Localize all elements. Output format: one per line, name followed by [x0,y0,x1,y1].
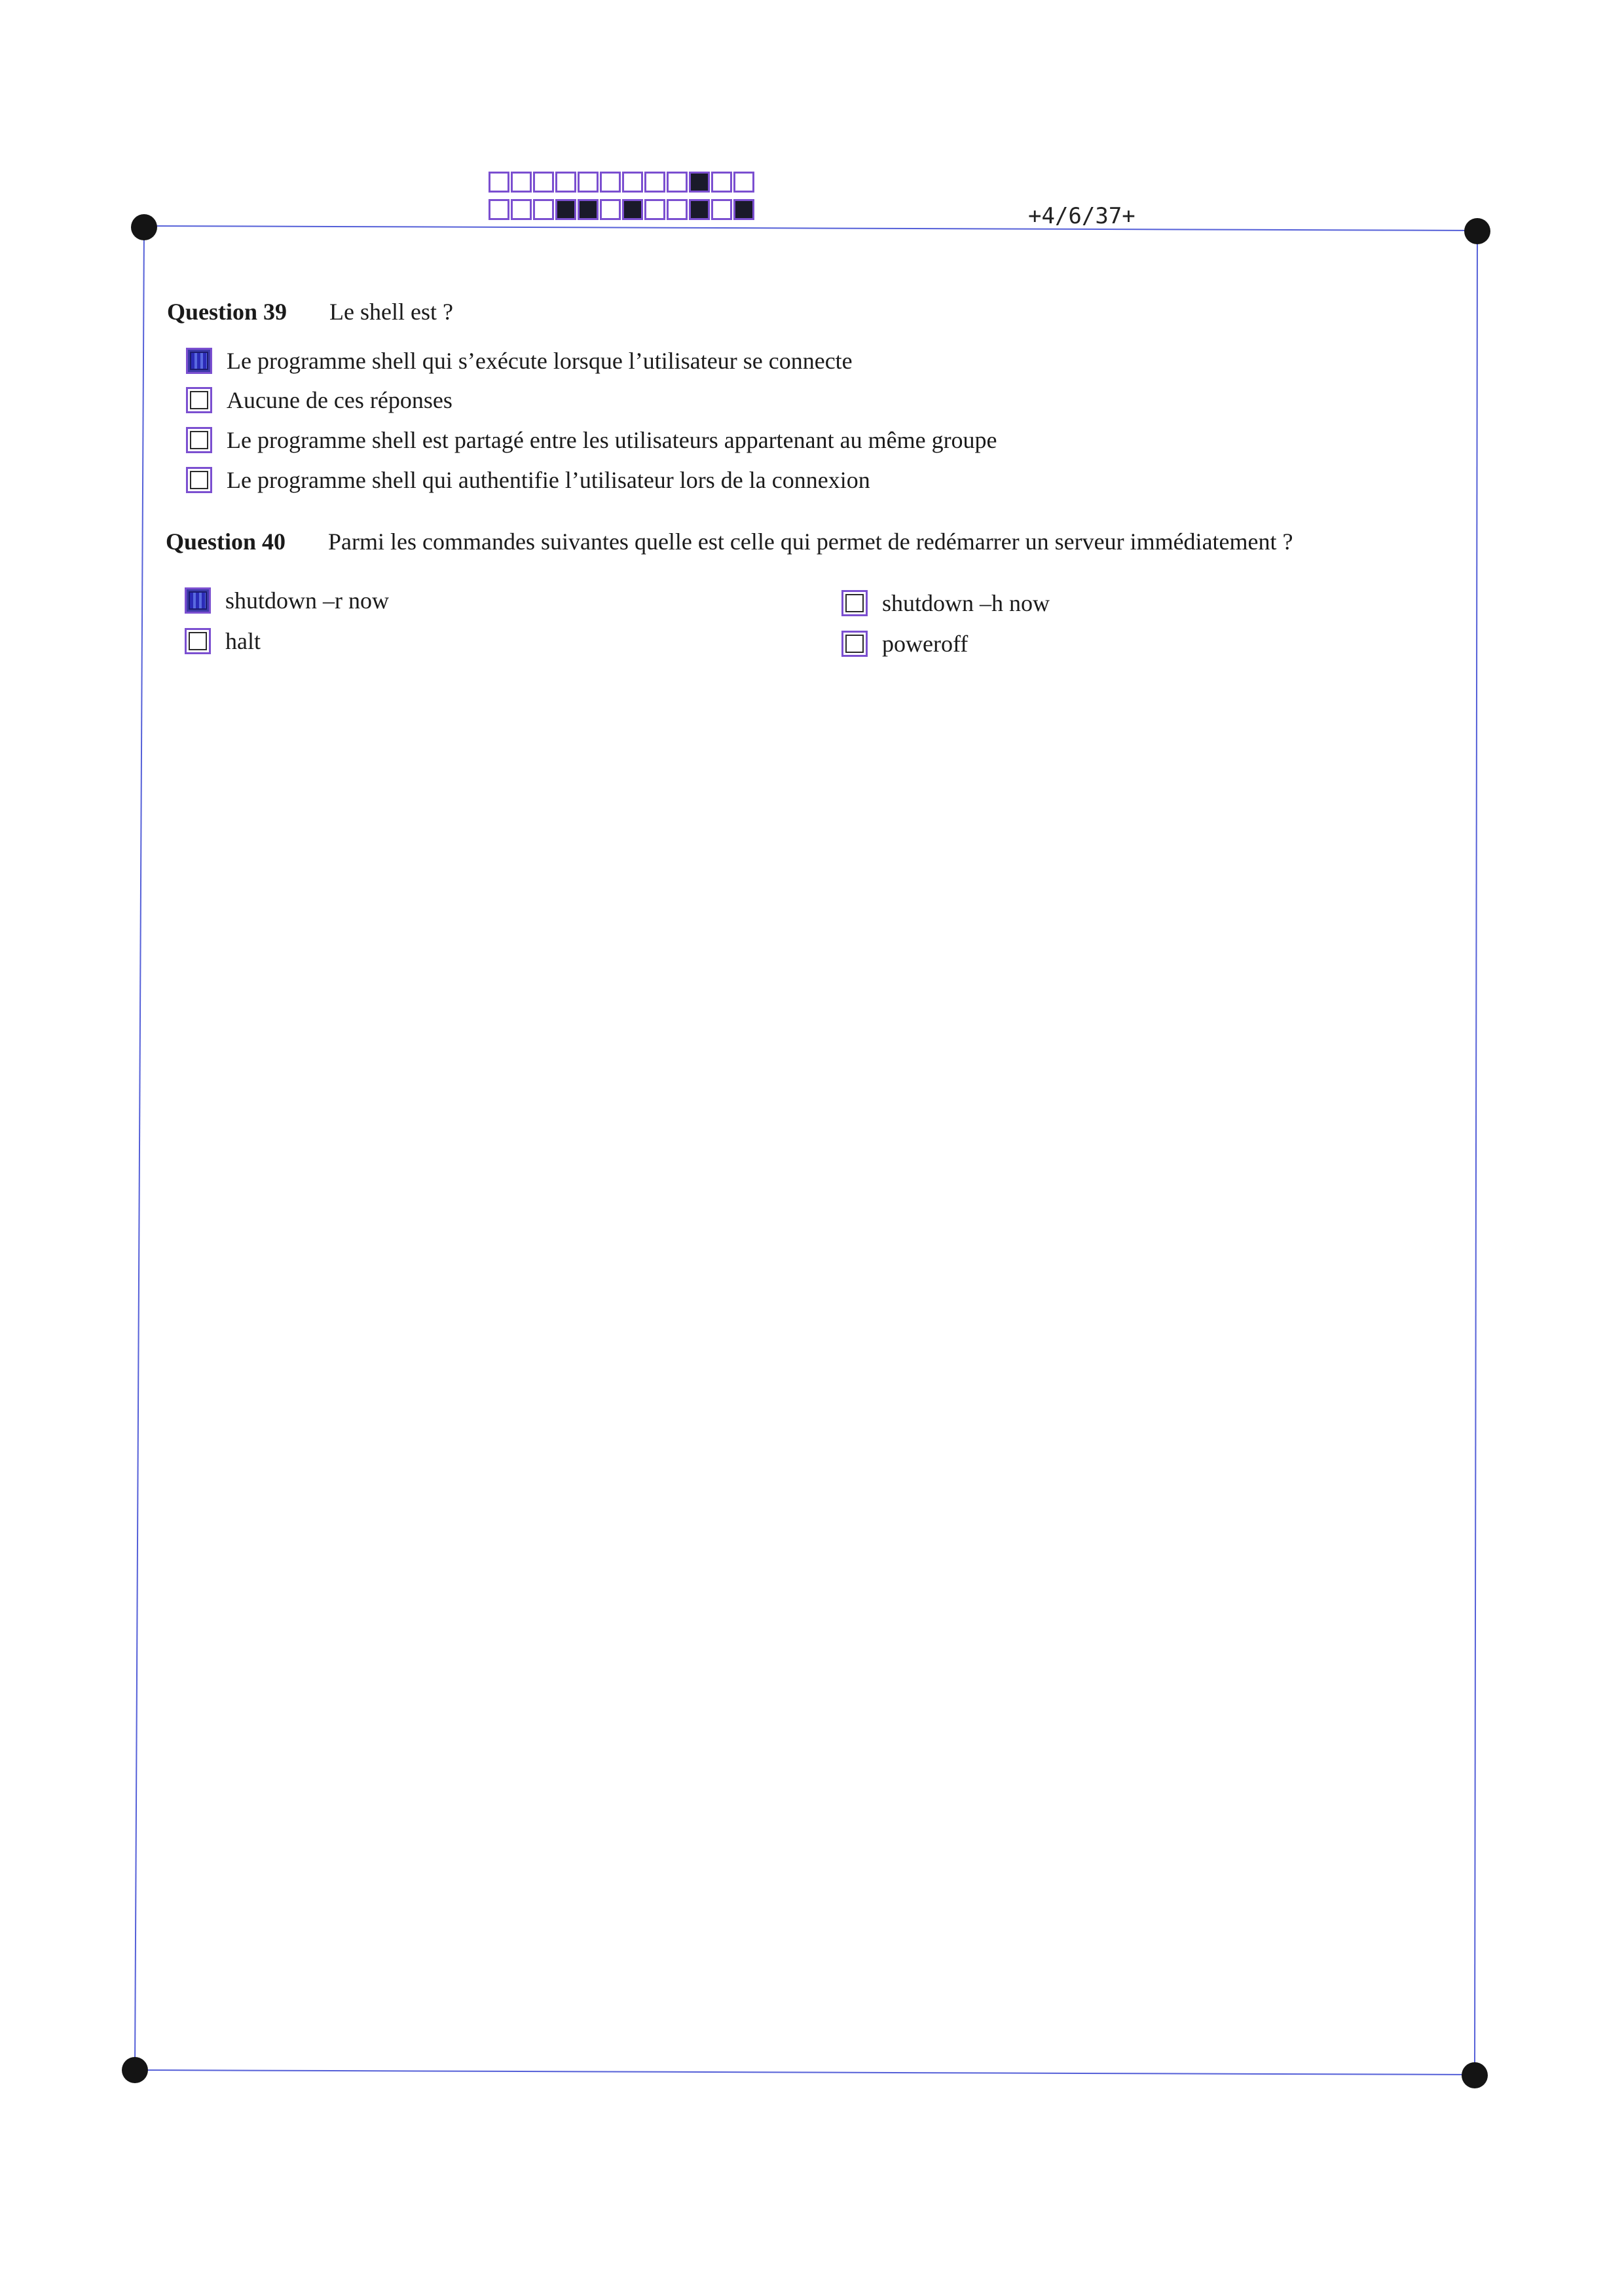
checkbox[interactable] [186,387,212,413]
barcode-cell-filled [733,199,754,220]
barcode-cell-empty [533,199,554,220]
question-40-text: Parmi les commandes suivantes quelle est celle qui permet de redémarrer un serveur immédiatement ? [328,528,1293,555]
checkbox[interactable] [841,631,868,657]
question-40-header [166,528,1293,555]
barcode-cell-empty [711,199,732,220]
q39-option-2[interactable] [186,386,452,414]
page-code: +4/6/37+ [1028,203,1135,229]
option-label: Le programme shell est partagé entre les utilisateurs appartenant au même groupe [227,427,997,453]
question-39-header [167,298,453,325]
barcode-cell-filled [689,172,710,193]
checkbox[interactable] [186,427,212,453]
q40-option-1[interactable] [185,587,389,614]
option-label: shutdown –r now [225,587,389,614]
barcode-cell-filled [555,199,576,220]
barcode-cell-empty [578,172,599,193]
q40-option-3[interactable] [841,589,1050,617]
barcode-cell-empty [600,172,621,193]
question-40-number: Question 40 [166,528,286,555]
barcode-cell-empty [644,199,665,220]
barcode-cell-empty [733,172,754,193]
barcode-cell-filled [578,199,599,220]
barcode-cell-empty [600,199,621,220]
q39-option-4[interactable] [186,466,870,494]
q39-option-3[interactable] [186,426,997,454]
barcode-cell-empty [644,172,665,193]
barcode-row-2 [489,199,756,224]
barcode-cell-empty [622,172,643,193]
option-label: poweroff [882,631,969,657]
option-label: Aucune de ces réponses [227,387,452,413]
barcode-row-1 [489,172,756,196]
barcode-cell-empty [711,172,732,193]
question-39-number: Question 39 [167,299,287,325]
checkbox[interactable] [185,628,211,654]
question-39-text: Le shell est ? [329,299,453,325]
q40-option-4[interactable] [841,630,968,657]
corner-marker-bottom-right [1462,2062,1488,2088]
option-label: Le programme shell qui authentifie l’utilisateur lors de la connexion [227,467,870,493]
q39-option-1[interactable] [186,347,853,375]
checkbox[interactable] [841,590,868,616]
corner-marker-bottom-left [122,2057,148,2083]
barcode-cell-filled [689,199,710,220]
id-barcode [489,172,756,227]
barcode-cell-empty [511,199,532,220]
q40-option-2[interactable] [185,627,261,655]
barcode-cell-empty [533,172,554,193]
checkbox[interactable] [186,348,212,374]
barcode-cell-empty [667,199,688,220]
barcode-cell-empty [555,172,576,193]
barcode-cell-empty [511,172,532,193]
option-label: halt [225,628,261,654]
corner-marker-top-left [131,214,157,240]
barcode-cell-empty [489,172,509,193]
barcode-cell-empty [489,199,509,220]
corner-marker-top-right [1464,218,1490,244]
barcode-cell-empty [667,172,688,193]
checkbox[interactable] [185,587,211,614]
option-label: shutdown –h now [882,590,1050,616]
barcode-cell-filled [622,199,643,220]
checkbox[interactable] [186,467,212,493]
option-label: Le programme shell qui s’exécute lorsque l’utilisateur se connecte [227,348,853,374]
